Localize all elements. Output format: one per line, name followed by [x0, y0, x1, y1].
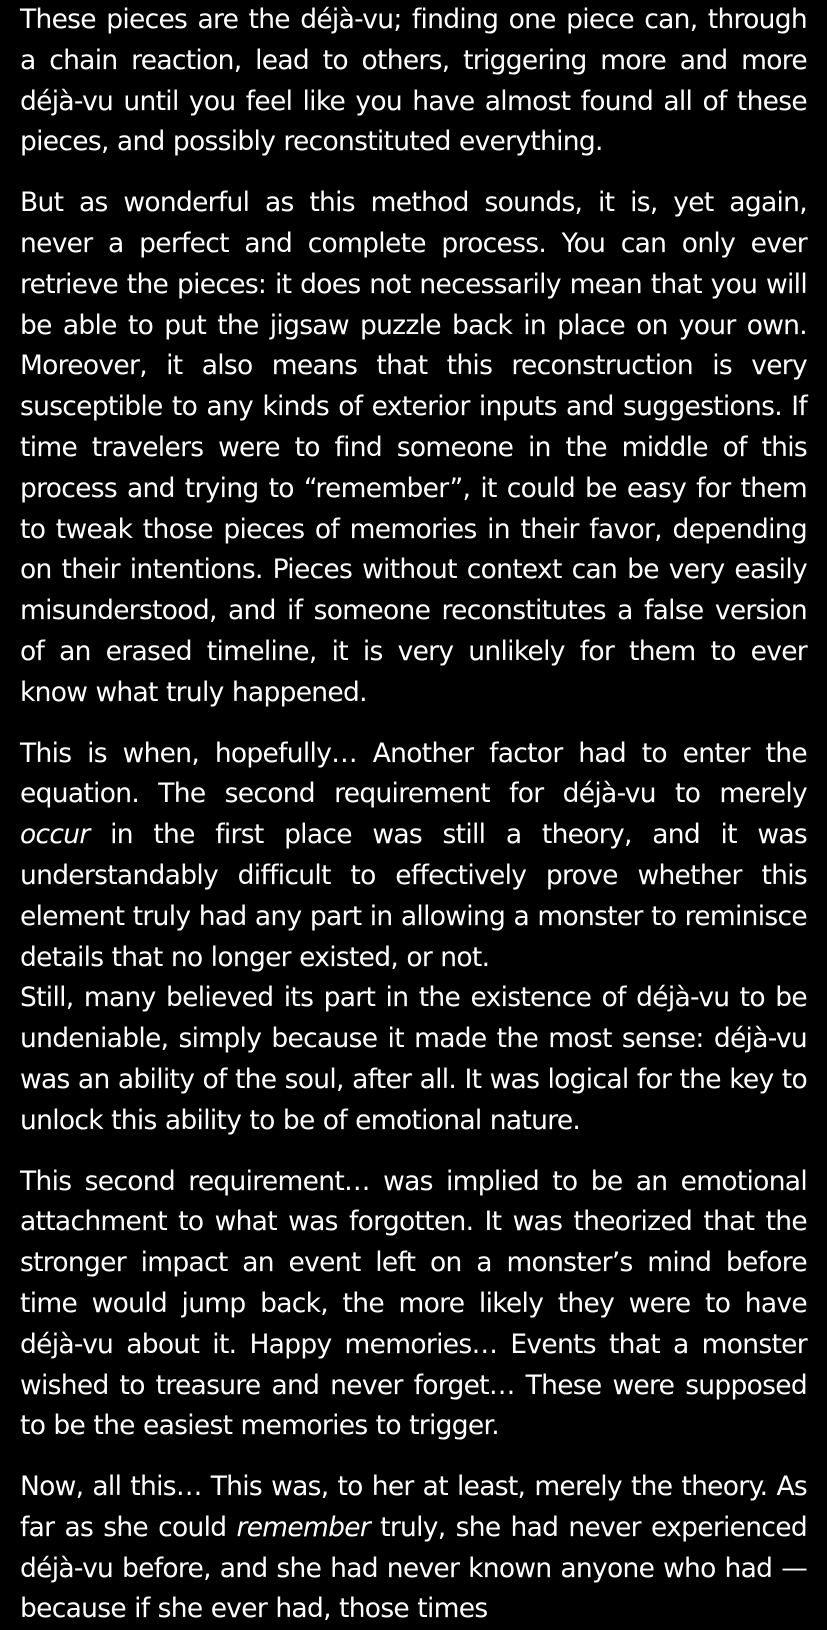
- paragraph-3-text-end: in the first place was still a theory, and it was understandably difficult to effectively prove whether this element truly had any part in allowing a monster to reminisce details that no longer existed, or not.: [20, 819, 807, 973]
- paragraph-3-text-start: This is when, hopefully… Another factor had to enter the equation. The second requirement for déjà-vu to merely: [20, 737, 807, 810]
- paragraph-4: [20, 978, 807, 1141]
- paragraph-6-text-start: Now, all this… This was, to her at least, merely the theory. As far as she could: [20, 1471, 807, 1543]
- paragraph-5-text: This second requirement… was implied to be an emotional attachment to what was forgotten. It was theorized that the stronger impact an event left on a monster’s mind before time would jump back, the more likely they were to have déjà-vu about it. Happy memories… Events that a monster wished to treasure and never forget… These were supposed to be the easiest memories to trigger.: [20, 1165, 807, 1442]
- paragraph-6-emphasis: remember: [236, 1511, 371, 1543]
- paragraph-1-text: These pieces are the déjà-vu; finding one piece can, through a chain reaction, lead to others, triggering more and more déjà-vu until you feel like you have almost found all of these pieces, and possibly reconstituted everything.: [20, 4, 807, 158]
- paragraph-3: [20, 734, 807, 979]
- paragraph-3-emphasis: occur: [20, 819, 90, 851]
- paragraph-1: [20, 0, 807, 163]
- paragraph-5: [20, 1162, 807, 1448]
- paragraph-6: [20, 1467, 807, 1630]
- paragraph-4-text: Still, many believed its part in the existence of déjà-vu to be undeniable, simply because it made the most sense: déjà-vu was an ability of the soul, after all. It was logical for the key to unlock this ability to be of emotional nature.: [20, 982, 807, 1136]
- paragraph-2-text: But as wonderful as this method sounds, it is, yet again, never a perfect and complete process. You can only ever retrieve the pieces: it does not necessarily mean that you will be able to put the jigsaw puzzle back in place on your own. Moreover, it also means that this reconstruction is very susceptible to any kinds of exterior inputs and suggestions. If time travelers were to find someone in the middle of this process and trying to “remember”, it could be easy for them to tweak those pieces of memories in their favor, depending on their intentions. Pieces without context can be very easily misunderstood, and if someone reconstitutes a false version of an erased timeline, it is very unlikely for them to ever know what truly happened.: [20, 187, 807, 708]
- document-page: [20, 0, 807, 1630]
- paragraph-2: [20, 183, 807, 713]
- paragraph-6-text-end: truly, she had never experienced déjà-vu before, and she had never known anyone who had — because if she ever had, those times: [20, 1511, 807, 1625]
